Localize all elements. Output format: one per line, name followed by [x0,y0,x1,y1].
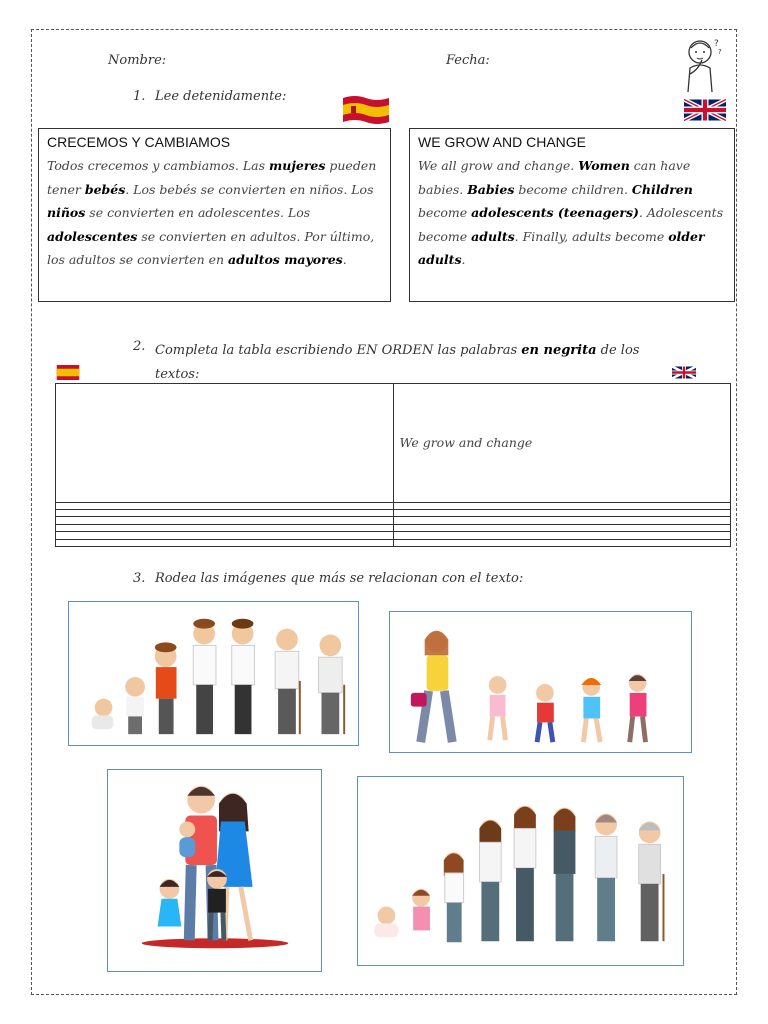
image-family[interactable] [107,769,322,972]
english-text-box [409,128,735,302]
image-woman-and-children[interactable] [389,611,692,753]
bold-word-adultos-mayores: adultos mayores [228,252,343,267]
bold-word-ninos: niños [47,205,86,220]
vocabulary-table [55,383,731,547]
bold-word-mujeres: mujeres [269,158,326,173]
bold-word-babies: Babies [467,181,515,197]
uk-flag-small-icon [672,365,696,380]
bold-word-adolescentes: adolescentes [47,228,138,244]
table-cell[interactable] [393,517,731,524]
table-cell[interactable] [56,509,394,516]
image-male-life-stages[interactable] [68,601,359,746]
bold-word-children: Children [631,181,693,197]
spanish-text-box [38,128,391,302]
table-cell[interactable] [56,524,394,531]
task3-instruction: Rodea las imágenes que más se relacionan con el texto: [155,571,524,586]
task3-number: 3. [133,571,146,586]
table-cell[interactable] [393,539,731,546]
table-header-right: We grow and change [393,384,731,503]
task2-instruction: Completa la tabla escribiendo EN ORDEN las palabras en negrita de los textos: [155,343,640,382]
table-row [56,532,731,539]
table-cell[interactable] [393,532,731,539]
task1-number: 1. [133,89,146,104]
table-cell[interactable] [393,502,731,509]
task2-number: 2. [133,339,146,354]
image-female-life-stages[interactable] [357,776,684,966]
table-cell[interactable] [393,524,731,531]
table-cell[interactable] [56,532,394,539]
name-label: Nombre: [108,53,167,68]
table-row [56,502,731,509]
bold-word-adolescents: adolescents (teenagers) [471,205,639,220]
bold-word-women: Women [578,158,630,173]
table-cell[interactable] [56,539,394,546]
uk-flag-icon [684,98,726,122]
table-cell[interactable] [393,509,731,516]
spanish-text-body: Todos crecemos y cambiamos. Las mujeres pueden tener bebés. Los bebés se convierten en niños. Los niños se convierten en adolescentes. Los adolescentes se convierten en adultos. Por último, los adultos se convierten en adultos mayores. [47,158,377,267]
bold-word-older-adults: older adults [418,228,705,267]
table-row [56,517,731,524]
table-row [56,524,731,531]
task1-instruction: Lee detenidamente: [155,89,287,104]
date-label: Fecha: [446,53,490,68]
table-row [56,539,731,546]
english-text-body: We all grow and change. Women can have babies. Babies become children. Children become adolescents (teenagers). Adolescents become adults. Finally, adults become older adults. [418,158,724,267]
bold-word-adults: adults [471,228,515,244]
english-text-title: WE GROW AND CHANGE [418,134,587,150]
table-cell[interactable] [56,502,394,509]
svg-text:?: ? [718,48,722,56]
spain-flag-icon [341,94,391,126]
thinking-child-icon [676,36,726,94]
table-row [56,509,731,516]
bold-word-bebes: bebés [84,181,126,197]
table-header-left [56,384,394,503]
spain-flag-small-icon [56,365,80,380]
spanish-text-title: CRECEMOS Y CAMBIAMOS [47,134,231,150]
table-header-row [56,384,731,503]
svg-text:?: ? [714,39,719,49]
table-cell[interactable] [56,517,394,524]
